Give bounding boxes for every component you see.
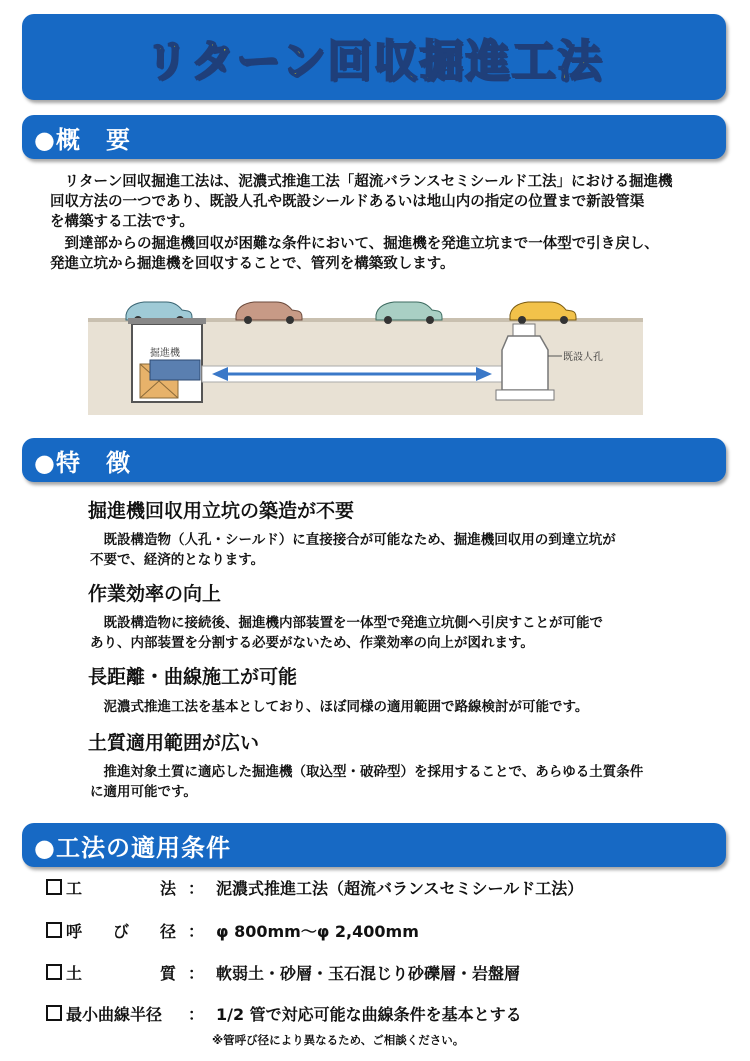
page-title: リターン回収掘進工法 — [144, 36, 604, 87]
condition-row-diameter — [46, 919, 419, 942]
overview-section-header — [22, 115, 726, 159]
overview-line: 発進立坑から掘進機を回収することで、管列を構築致します。 — [50, 256, 455, 272]
conditions-heading: ●工法の適用条件 — [34, 833, 231, 862]
overview-line: 到達部からの掘進機回収が困難な条件において、掘進機を発進立坑まで一体型で引き戻し、 — [50, 236, 659, 252]
feature-body — [90, 762, 710, 802]
feature-line: 既設構造物（人孔・シールド）に直接接合が可能なため、掘進機回収用の到達立坑が — [90, 532, 616, 548]
condition-value: 泥濃式推進工法（超流バランスセミシールド工法） — [216, 879, 584, 898]
condition-colon: ： — [187, 964, 204, 983]
condition-row-method — [46, 876, 583, 899]
feature-title: 掘進機回収用立坑の築造が不要 — [88, 500, 355, 522]
launch-shaft — [128, 318, 206, 402]
condition-row-soil — [46, 961, 520, 984]
condition-label: 最小曲線半径 — [46, 1002, 176, 1025]
feature-line: 既設構造物に接続後、掘進機内部装置を一体型で発進立坑側へ引戻すことが可能で — [90, 615, 603, 631]
overview-paragraph-2 — [50, 234, 720, 274]
footnote: ※管呼び径により異なるため、ご相談ください。 — [212, 1033, 465, 1047]
overview-heading: ●概 要 — [34, 125, 131, 154]
feature-body — [90, 530, 710, 570]
feature-line: 泥濃式推進工法を基本としており、ほぼ同様の適用範囲で路線検討が可能です。 — [90, 699, 589, 715]
condition-value: 軟弱土・砂層・玉石混じり砂礫層・岩盤層 — [216, 964, 521, 983]
condition-value: φ 800mm～φ 2,400mm — [216, 922, 419, 941]
feature-title: 土質適用範囲が広い — [88, 732, 260, 754]
checkbox-icon — [46, 879, 62, 895]
condition-label: 土 質 — [46, 961, 176, 984]
features-heading: ●特 徴 — [34, 448, 131, 477]
feature-line: 不要で、経済的となります。 — [90, 552, 265, 568]
features-section-header — [22, 438, 726, 482]
condition-label: 呼 び 径 — [46, 919, 176, 942]
condition-label: 工 法 — [46, 876, 176, 899]
checkbox-icon — [46, 964, 62, 980]
condition-colon: ： — [187, 922, 204, 941]
overview-line: を構築する工法です。 — [50, 214, 194, 230]
checkbox-icon — [46, 1005, 62, 1021]
manhole-label: 既設人孔 — [563, 352, 603, 363]
conditions-section-header — [22, 823, 726, 867]
overview-line: 回収方法の一つであり、既設人孔や既設シールドあるいは地山内の指定の位置まで新設管渠 — [50, 194, 645, 210]
feature-line: 推進対象土質に適応した掘進機（取込型・破砕型）を採用することで、あらゆる土質条件 — [90, 764, 644, 780]
machine-label: 掘進機 — [150, 348, 180, 359]
condition-colon: ： — [187, 879, 204, 898]
overview-paragraph-1 — [50, 172, 720, 232]
checkbox-icon — [46, 922, 62, 938]
construction-diagram — [88, 290, 643, 415]
title-banner — [22, 14, 726, 100]
condition-colon: ： — [187, 1005, 204, 1024]
feature-body — [90, 697, 710, 717]
feature-title: 長距離・曲線施工が可能 — [88, 666, 298, 688]
overview-line: リターン回収掘進工法は、泥濃式推進工法「超流バランスセミシールド工法」における掘進機 — [50, 174, 673, 190]
condition-row-min-radius — [46, 1002, 522, 1025]
feature-title: 作業効率の向上 — [88, 583, 222, 605]
feature-line: に適用可能です。 — [90, 784, 197, 800]
feature-body — [90, 613, 710, 653]
feature-line: あり、内部装置を分割する必要がないため、作業効率の向上が図れます。 — [90, 635, 534, 651]
condition-value: 1/2 管で対応可能な曲線条件を基本とする — [216, 1005, 522, 1024]
